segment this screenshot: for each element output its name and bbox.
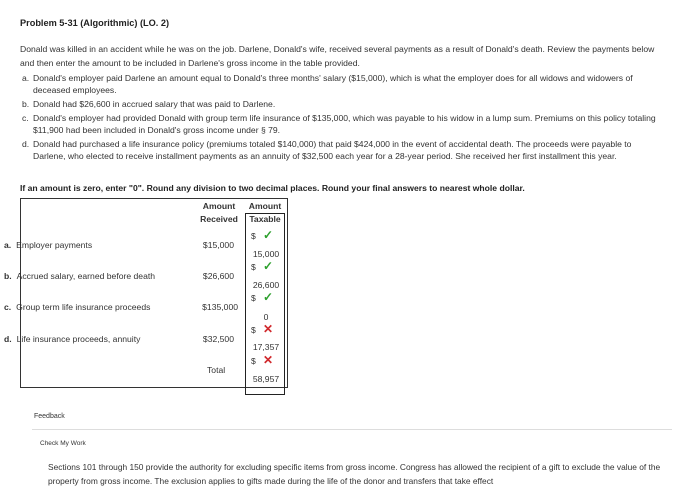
feedback-label: Feedback	[34, 413, 65, 420]
currency-symbol: $	[251, 356, 256, 366]
row-letter: a.	[4, 240, 12, 250]
list-item	[20, 72, 660, 97]
header-line: Amount	[202, 201, 236, 211]
list-item-text: Donald had $26,600 in accrued salary that was paid to Darlene.	[33, 99, 276, 110]
list-item	[20, 138, 660, 163]
divider	[32, 429, 672, 430]
received-value: $26,600	[202, 271, 234, 281]
row-letter: c.	[4, 302, 12, 312]
header-line: Taxable	[249, 214, 281, 224]
feedback-explanation: Sections 101 through 150 provide the authority for excluding specific items from gross income. Congress has allowed the recipient of a gift to exclude the value of the property from gross income. The exclusion applies to gifts made during the life of the donor and transfers that take effect	[48, 462, 661, 486]
received-value: $15,000	[202, 240, 234, 250]
list-item	[20, 112, 660, 137]
payment-list	[20, 72, 660, 164]
total-input[interactable]: 58,957	[252, 374, 280, 384]
row-letter: d.	[4, 334, 12, 344]
list-item-letter: c.	[22, 112, 29, 123]
cross-icon: ✕	[263, 322, 274, 336]
received-value: $32,500	[202, 334, 234, 344]
list-item-text: Donald had purchased a life insurance policy (premiums totaled $140,000) that paid $424,000 in the event of accidental death. The proceeds were payable to Darlene, who elected to receive installment payments as an annuity of $32,500 each year for a 28-year period. She received her first installment this year.	[33, 138, 632, 162]
header-line: Amount	[248, 201, 282, 211]
table-row	[4, 334, 140, 344]
check-my-work-label: Check My Work	[40, 440, 86, 447]
list-item-letter: b.	[22, 99, 30, 110]
row-label: Life insurance proceeds, annuity	[16, 334, 141, 344]
currency-symbol: $	[251, 325, 256, 335]
taxable-input[interactable]: 26,600	[252, 280, 280, 290]
list-item	[20, 98, 660, 110]
total-label: Total	[207, 365, 226, 375]
check-icon: ✓	[263, 290, 274, 304]
instructions: If an amount is zero, enter "0". Round any division to two decimal places. Round your final answers to nearest whole dollar.	[20, 183, 525, 193]
check-icon: ✓	[263, 259, 274, 273]
row-label: Employer payments	[16, 240, 93, 250]
currency-symbol: $	[251, 231, 256, 241]
taxable-input[interactable]: 0	[263, 312, 269, 322]
problem-intro: Donald was killed in an accident while he was on the job. Darlene, Donald's wife, received several payments as a result of Donald's death. Review the payments below and then enter the amount to be included in Darlene's gross income in the table provided.	[20, 44, 655, 68]
currency-symbol: $	[251, 293, 256, 303]
table-row	[4, 302, 150, 312]
header-line: Received	[200, 214, 238, 224]
row-label: Group term life insurance proceeds	[16, 302, 151, 312]
row-letter: b.	[4, 271, 12, 281]
list-item-text: Donald's employer had provided Donald with group term life insurance of $135,000, which was payable to his widow in a lump sum. Premiums on this policy totaling $11,900 had been included in Donald's gross income under § 79.	[33, 112, 656, 136]
list-item-text: Donald's employer paid Darlene an amount equal to Donald's three months' salary ($15,000), which is what the employer does for all widows and widowers of deceased employees.	[33, 73, 633, 96]
check-icon: ✓	[263, 228, 274, 242]
currency-symbol: $	[251, 262, 256, 272]
problem-title: Problem 5-31 (Algorithmic) (LO. 2)	[20, 18, 170, 28]
table-row	[4, 240, 92, 250]
received-value: $135,000	[202, 302, 238, 312]
header-amount-received	[194, 200, 244, 226]
taxable-input[interactable]: 15,000	[252, 249, 280, 259]
list-item-letter: a.	[22, 73, 30, 83]
list-item-letter: d.	[22, 138, 30, 149]
table-row	[4, 271, 155, 281]
cross-icon: ✕	[263, 353, 274, 367]
taxable-input[interactable]: 17,357	[252, 342, 280, 352]
row-label: Accrued salary, earned before death	[16, 271, 156, 281]
